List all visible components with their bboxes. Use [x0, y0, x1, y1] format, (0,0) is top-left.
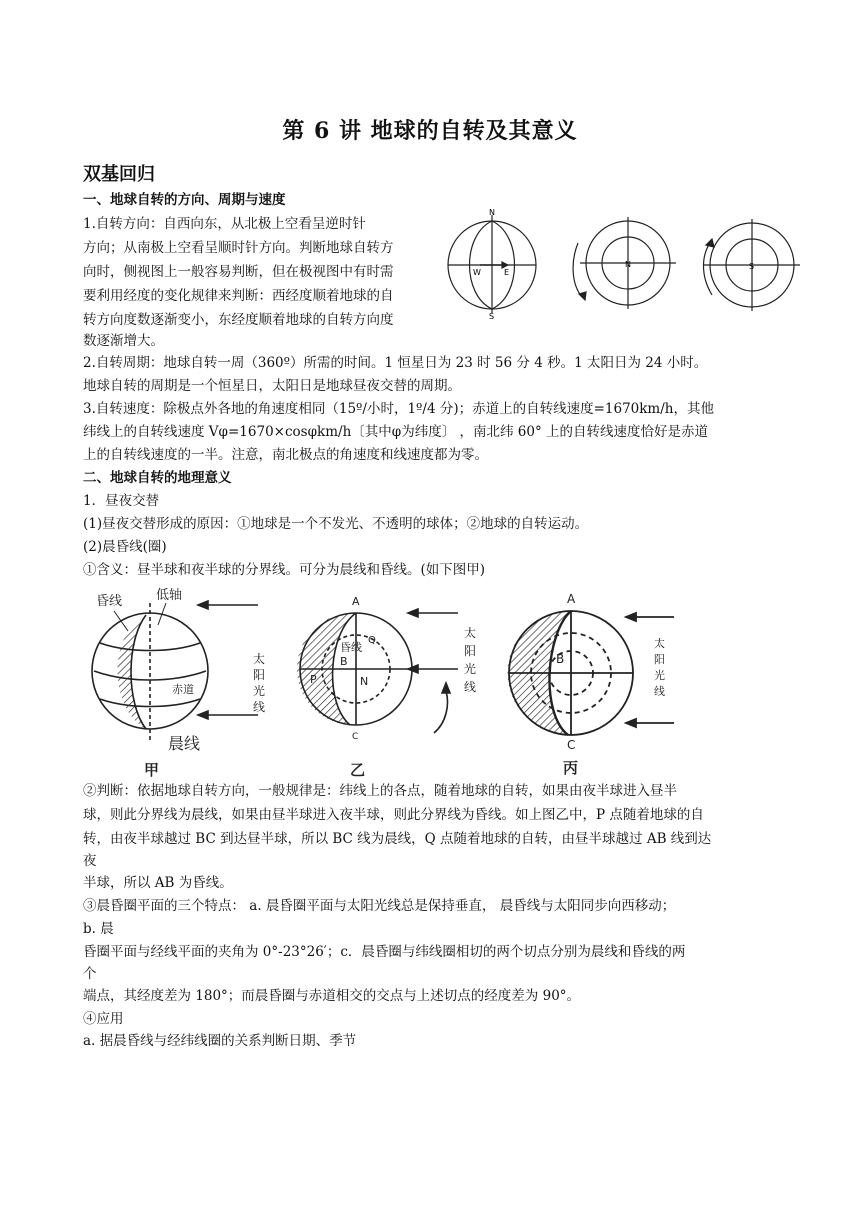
- para-judge-3: 转，由夜半球越过 BC 到达昼半球，所以 BC 线为晨线，Q 点随着地球的自转，由昼半球越过 AB 线到达: [83, 831, 712, 847]
- label-dizhou: 低轴: [156, 588, 183, 603]
- label-chenxian: 晨线: [168, 734, 201, 753]
- label-south-pole: S: [749, 262, 755, 271]
- para-features-2: b. 晨: [83, 921, 114, 937]
- para-features-3: 昏圈平面与经线平面的夹角为 0°-23°26′；c．晨昏圈与纬线圈相切的两个切点分别为晨线和昏线的两: [83, 944, 686, 960]
- para-judge-5: 半球，所以 AB 为昏线。: [83, 875, 233, 891]
- para-application-a: a. 据晨昏线与经纬线圈的关系判断日期、季节: [83, 1033, 357, 1049]
- sunlight-label-1-char-1: 太: [253, 652, 266, 666]
- label-s: S: [489, 312, 495, 320]
- sunlight-label-2-char-4: 线: [464, 680, 477, 694]
- para-speed-3: 上的自转线速度的一半。注意，南北极点的角速度和线速度都为零。: [83, 447, 488, 463]
- para-direction-4: 要利用经度的变化规律来判断：西经度顺着地球的自: [83, 288, 394, 304]
- figure-bing: [507, 611, 674, 735]
- para-cause: (1)昼夜交替形成的原因：①地球是一个不发光、不透明的球体；②地球的自转运动。: [83, 516, 589, 532]
- sunlight-label-1-char-2: 阳: [253, 668, 266, 682]
- sunlight-label-3-char-4: 线: [654, 685, 665, 698]
- para-features-1: ③晨昏圈平面的三个特点： a. 晨昏圈平面与太阳光线总是保持垂直， 晨昏线与太阳同步向西移动；: [83, 898, 676, 914]
- label-c-yi: C: [352, 732, 359, 742]
- label-q: Q: [368, 635, 376, 646]
- label-e: E: [504, 268, 510, 277]
- para-period-2: 地球自转的周期是一个恒星日，太阳日是地球昼夜交替的周期。: [83, 378, 461, 394]
- sunlight-label-1-char-3: 光: [253, 684, 266, 698]
- label-n-yi: N: [360, 675, 369, 688]
- para-application: ④应用: [83, 1011, 124, 1027]
- para-speed-1: 3.自转速度：除极点外各地的角速度相同（15º/小时，1º/4 分)；赤道上的自转线速度=1670km/h，其他: [83, 401, 714, 417]
- para-direction-2: 方向；从南极上空看呈顺时针方向。判断地球自转方: [83, 240, 394, 256]
- page-title: 第 6 讲 地球的自转及其意义: [282, 118, 578, 144]
- para-features-5: 端点，其经度差为 180°；而晨昏圈与赤道相交的交点与上述切点的经度差为 90°。: [83, 988, 581, 1004]
- label-a-yi: A: [352, 595, 360, 608]
- para-features-4: 个: [83, 966, 97, 982]
- label-n: N: [489, 208, 495, 217]
- heading-significance: 二、地球自转的地理意义: [83, 470, 232, 486]
- para-terminator: (2)晨昏线(圈): [83, 539, 167, 555]
- para-meaning: ①含义：昼半球和夜半球的分界线。可分为晨线和昏线。(如下图甲): [83, 562, 486, 578]
- para-direction-3: 向时，侧视图上一般容易判断，但在极视图中有时需: [83, 264, 394, 280]
- label-hunxian: 昏线: [96, 594, 123, 609]
- para-speed-2: 纬线上的自转线速度 Vφ=1670×cosφkm/h〔其中φ为纬度〕 ，南北纬 60° 上的自转线速度恰好是赤道: [83, 424, 709, 440]
- heading-rotation-direction: 一、地球自转的方向、周期与速度: [83, 192, 286, 208]
- sunlight-label-2-char-3: 光: [464, 662, 477, 676]
- sunlight-label-1-char-4: 线: [253, 700, 266, 714]
- side-view-globe: [448, 215, 536, 313]
- label-b-yi: B: [340, 655, 348, 668]
- label-yi: 乙: [350, 761, 366, 778]
- sunlight-label-2-char-2: 阳: [464, 644, 477, 658]
- figure-yi: [297, 609, 458, 733]
- sunlight-label-3-char-3: 光: [654, 669, 665, 682]
- figure-jia: [92, 601, 258, 743]
- para-direction-1: 1.自转方向：自西向东，从北极上空看呈逆时针: [83, 216, 366, 232]
- para-judge-2: 球，则此分界线为晨线，如果由昼半球进入夜半球，则此分界线为昏线。如上图乙中，P 点随着地球的自: [83, 807, 704, 823]
- section-heading: 双基回归: [83, 164, 155, 185]
- label-hunxian-yi: 昏线: [340, 641, 362, 654]
- para-period-1: 2.自转周期：地球自转一周（360º）所需的时间。1 恒星日为 23 时 56 分 4 秒。1 太阳日为 24 小时。: [83, 355, 708, 371]
- label-north-pole: N: [625, 260, 631, 269]
- terminator-figures: [88, 583, 688, 778]
- label-jia: 甲: [144, 761, 160, 778]
- sub-day-night: 1．昼夜交替: [83, 493, 160, 509]
- para-judge-4: 夜: [83, 853, 97, 869]
- label-p: P: [310, 673, 317, 686]
- para-direction-6: 数逐渐增大。: [83, 333, 164, 349]
- label-w: W: [473, 268, 481, 277]
- label-chidao: 赤道: [172, 683, 194, 696]
- sunlight-label-2-char-1: 太: [464, 626, 477, 640]
- label-b-bing: B: [556, 652, 565, 666]
- sunlight-label-3-char-2: 阳: [654, 653, 665, 666]
- rotation-direction-figure: [440, 205, 800, 320]
- label-bing: 丙: [563, 759, 579, 777]
- sunlight-label-3-char-1: 太: [654, 637, 665, 650]
- label-c-bing: C: [567, 738, 576, 752]
- para-direction-5: 转方向度数逐渐变小，东经度顺着地球的自转方向度: [83, 312, 394, 328]
- para-judge-1: ②判断：依据地球自转方向，一般规律是：纬线上的各点，随着地球的自转，如果由夜半球进入昼半: [83, 783, 677, 799]
- label-a-bing: A: [567, 592, 576, 606]
